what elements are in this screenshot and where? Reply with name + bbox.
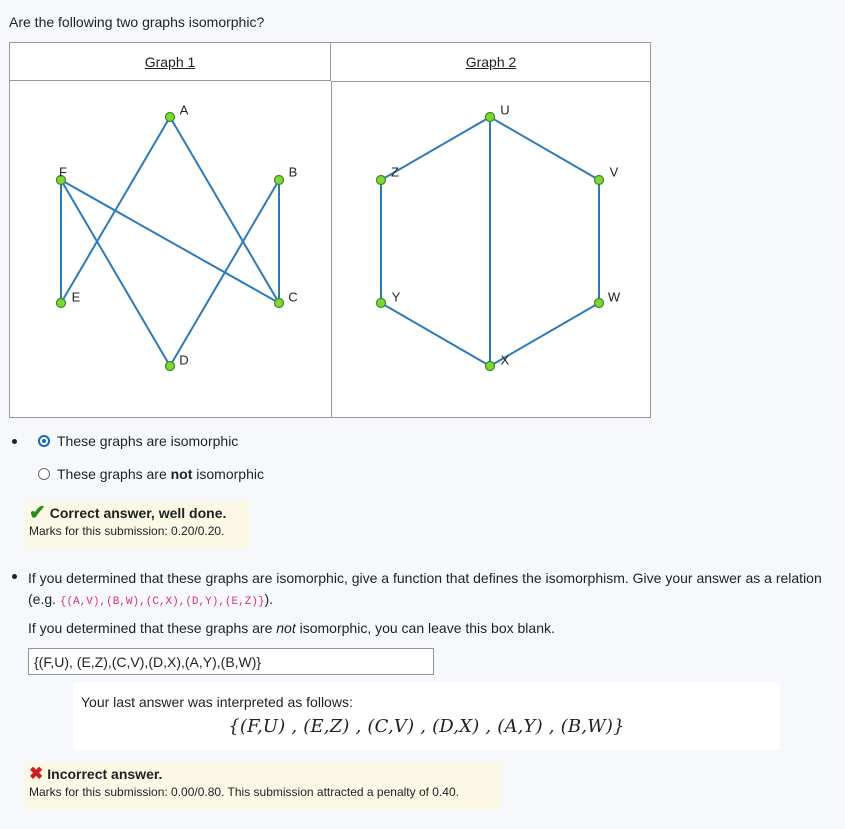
edge-F-D: [61, 180, 170, 366]
vertex-label-Z: Z: [391, 164, 399, 180]
vertex-A: [166, 113, 175, 122]
edge-D-B: [170, 180, 279, 366]
graph2: [377, 102, 621, 370]
answer-input[interactable]: [28, 648, 434, 675]
feedback-correct-title: Correct answer, well done.: [49, 505, 227, 521]
vertex-label-E: E: [71, 289, 81, 305]
graph1-header: Graph 1: [10, 43, 331, 81]
vertex-label-D: D: [179, 352, 189, 368]
vertex-label-X: X: [500, 352, 510, 368]
edge-U-V: [490, 117, 599, 180]
feedback-incorrect-marks: Marks for this submission: 0.00/0.80. This submission attracted a penalty of 0.40.: [29, 785, 459, 799]
option-not-isomorphic-label: These graphs are not isomorphic: [57, 466, 264, 482]
edge-F-C: [61, 180, 279, 303]
interpreted-answer: [73, 683, 780, 750]
vertex-label-A: A: [179, 102, 189, 118]
vertex-label-Y: Y: [391, 289, 401, 305]
vertex-label-U: U: [500, 102, 510, 118]
vertex-V: [595, 176, 604, 185]
option-isomorphic-label: These graphs are isomorphic: [57, 433, 239, 449]
vertex-E: [57, 299, 66, 308]
bullet-2: [12, 574, 17, 579]
check-icon: ✔: [29, 502, 46, 524]
vertex-label-B: B: [288, 164, 298, 180]
example-code: {(A,V),(B,W),(C,X),(D,Y),(E,Z)}: [59, 596, 265, 608]
vertex-label-C: C: [288, 289, 298, 305]
radio-not-isomorphic[interactable]: [38, 468, 50, 480]
feedback-incorrect: [24, 762, 500, 810]
interpreted-label: Your last answer was interpreted as follows:: [81, 694, 353, 710]
vertex-D: [166, 362, 175, 371]
bullet-1: [12, 439, 17, 444]
feedback-correct: [24, 501, 250, 549]
graph2-header: Graph 2: [331, 43, 651, 82]
vertex-label-F: F: [59, 164, 67, 180]
vertex-C: [275, 299, 284, 308]
vertex-label-V: V: [609, 164, 619, 180]
vertex-B: [275, 176, 284, 185]
graph1: [57, 102, 298, 370]
option-not-isomorphic[interactable]: [38, 466, 264, 482]
cross-icon: ✖: [29, 764, 44, 783]
feedback-incorrect-title: Incorrect answer.: [47, 766, 163, 782]
vertex-X: [486, 362, 495, 371]
part2-instruction: If you determined that these graphs are isomorphic, give a function that defines the isomorphism. Give your answer as a relation (e.g. {(A,V),(B,W),(C,X),(D,Y),(E,Z)}).: [28, 570, 822, 608]
vertex-Z: [377, 176, 386, 185]
blank-note: If you determined that these graphs are not isomorphic, you can leave this box blank.: [28, 620, 555, 636]
edge-A-C: [170, 117, 279, 303]
edge-Y-X: [381, 303, 490, 366]
question-prompt: Are the following two graphs isomorphic?: [9, 14, 265, 30]
vertex-Y: [377, 299, 386, 308]
interpreted-math: {(F,U) , (E,Z) , (C,V) , (D,X) , (A,Y) , (B,W)}: [228, 716, 625, 737]
option-isomorphic[interactable]: [38, 433, 238, 449]
radio-isomorphic[interactable]: [38, 435, 50, 447]
vertex-W: [595, 299, 604, 308]
feedback-correct-marks: Marks for this submission: 0.20/0.20.: [29, 524, 225, 538]
vertex-label-W: W: [607, 289, 621, 305]
vertex-U: [486, 113, 495, 122]
